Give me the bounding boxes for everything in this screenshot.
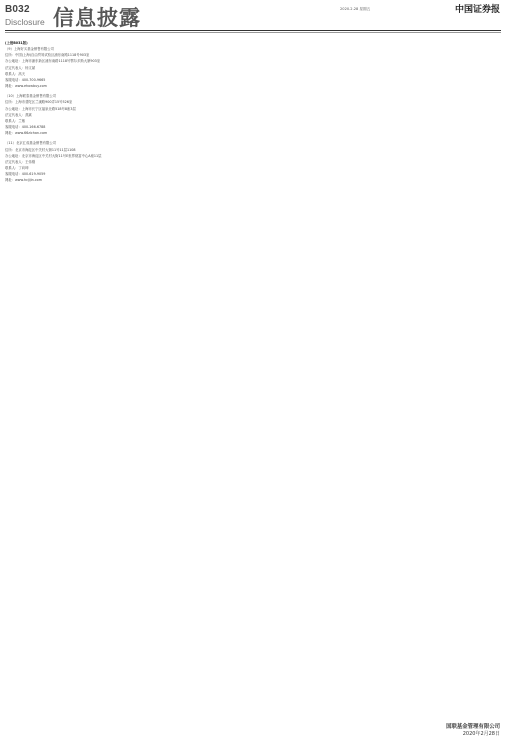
text-line: 住所：上海市普陀区兰溪路900弄15号526室: [5, 100, 73, 105]
text-column: [131, 40, 249, 720]
text-line: 办公地址：上海市长宁区福泉北路518号8座3层: [5, 106, 76, 111]
issue-date: 2020.2.28 星期五: [340, 7, 371, 11]
page-header: [0, 0, 506, 34]
text-column: [5, 40, 123, 720]
text-line: 网址：www.ehowbuy.com: [5, 84, 47, 89]
text-line: 联系人：丁向坤: [5, 165, 29, 170]
text-line: （11）北京汇成基金销售有限公司: [5, 141, 57, 146]
text-column: [257, 40, 375, 720]
text-line: 网址：www.hcjijin.com: [5, 178, 42, 183]
text-column: [383, 40, 501, 720]
text-line: 客服电话：400-166-6788: [5, 125, 46, 130]
text-line: 客服电话：400-700-9665: [5, 77, 46, 82]
page-number: B032: [5, 4, 30, 15]
text-line: 联系人：高天: [5, 71, 26, 76]
text-line: 法定代表人：王伟刚: [5, 159, 36, 164]
text-line: 客服电话：400-619-9059: [5, 172, 46, 177]
text-line: （10）上海联泰基金销售有限公司: [5, 94, 57, 99]
text-line: 法定代表人：杨文斌: [5, 65, 36, 70]
header-rule: [5, 30, 501, 31]
section-english: Disclosure: [5, 17, 45, 27]
text-line: 住所：北京市海淀区中关村大街11号11层1108: [5, 147, 76, 152]
continuation-label: (上接B031版): [5, 41, 28, 45]
spacer: [5, 183, 123, 187]
text-line: （9）上海好买基金销售有限公司: [5, 47, 54, 52]
text-line: 联系人：兰敏: [5, 118, 26, 123]
text-line: 办公地址：上海市浦东新区浦东南路1118号鄂尔多斯大厦903室: [5, 59, 101, 64]
text-line: 网址：www.66zichan.com: [5, 131, 48, 136]
page-footer: [446, 724, 500, 738]
footer-company: 国联基金管理有限公司: [446, 724, 500, 730]
text-line: 办公地址：北京市海淀区中关村大街11号E世界财富中心A座11层: [5, 153, 102, 158]
section-title: 信息披露: [53, 6, 141, 30]
footer-date: 2020年2月28日: [462, 731, 500, 737]
article-columns: [5, 40, 501, 720]
text-line: 住所：中国(上海)自由贸易试验区浦东南路1118号903室: [5, 53, 90, 58]
header-rule-secondary: [5, 32, 501, 33]
text-line: 法定代表人：燕斌: [5, 112, 32, 117]
newspaper-logo: 中国证券报: [454, 5, 500, 15]
